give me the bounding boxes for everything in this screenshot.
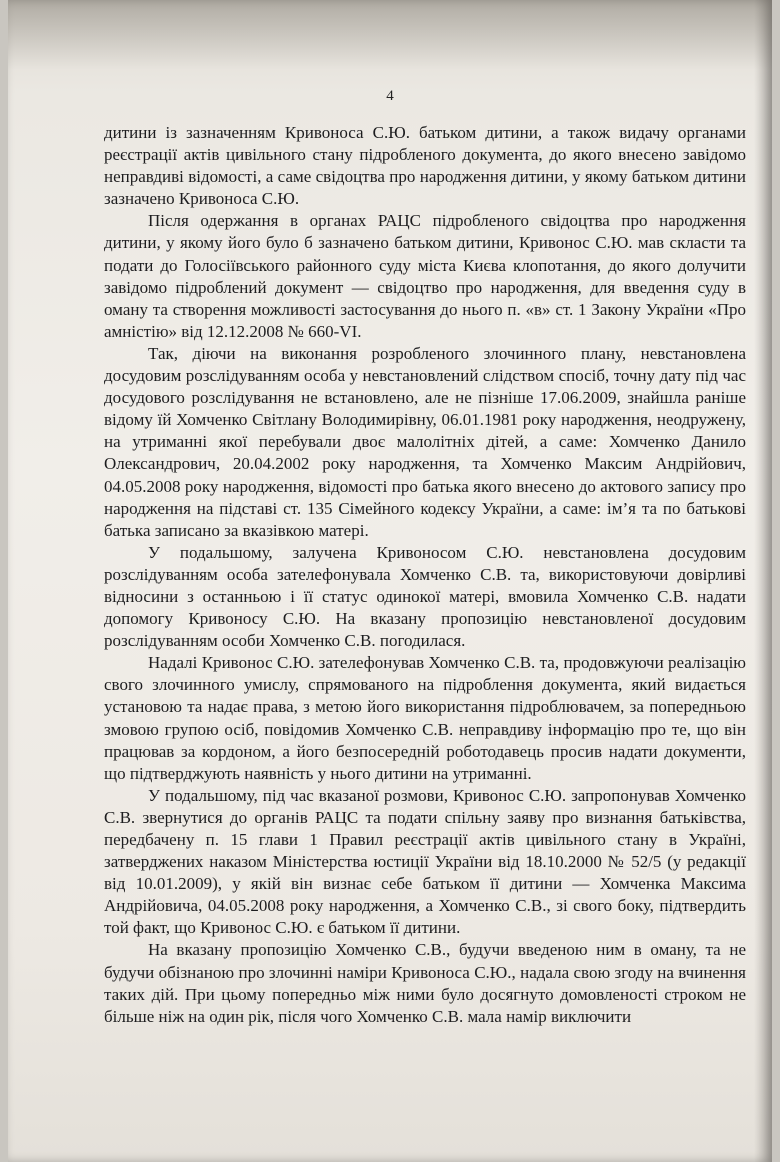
page-shadow-top — [8, 0, 772, 70]
paragraph-3: Так, діючи на виконання розробленого злочинного плану, невстановлена досудовим розслідуванням особа у невстановлений слідством спосіб, точну дату під час досудового розслідування не встановлено, але не пізніше 17.06.2009, знайшла раніше відому їй Хомченко Світлану Володимирівну, 06.01.1981 року народження, неодружену, на утриманні якої перебували двоє малолітніх дітей, а саме: Хомченко Данило Олександрович, 20.04.2002 року народження, та Хомченко Максим Андрійович, 04.05.2008 року народження, відомості про батька якого внесено до актового запису про народження на підставі ст. 135 Сімейного кодексу України, а саме: ім’я та по батькові батька записано за вказівкою матері. — [104, 343, 746, 540]
paragraph-6: У подальшому, під час вказаної розмови, Кривонос С.Ю. запропонував Хомченко С.В. звернутися до органів РАЦС та подати спільну заяву про визнання батьківства, передбачену п. 15 глави 1 Правил реєстрації актів цивільного стану в Україні, затверджених наказом Міністерства юстиції України від 18.10.2000 № 52/5 (у редакції від 10.01.2009), у якій він визнає себе батьком її дитини — Хомченка Максима Андрійовича, 04.05.2008 року народження, а Хомченко С.В., зі свого боку, підтвердить той факт, що Кривонос С.Ю. є батьком її дитини. — [104, 785, 746, 938]
page-shadow-right — [754, 0, 772, 1162]
page-number: 4 — [386, 88, 394, 104]
paragraph-7: На вказану пропозицію Хомченко С.В., будучи введеною ним в оману, та не будучи обізнаною про злочинні наміри Кривоноса С.Ю., надала свою згоду на вчинення таких дій. При цьому попередньо між ними було досягнуто домовленості строком не більше ніж на один рік, після чого Хомченко С.В. мала намір виключити — [104, 940, 746, 1026]
paragraph-1: дитини із зазначенням Кривоноса С.Ю. батьком дитини, а також видачу органами реєстрації актів цивільного стану підробленого документа, до якого внесено завідомо неправдиві відомості, а саме свідоцтва про народження дитини, у якому батьком дитини зазначено Кривоноса С.Ю. — [104, 123, 746, 209]
paragraph-5: Надалі Кривонос С.Ю. зателефонував Хомченко С.В. та, продовжуючи реалізацію свого злочинного умислу, спрямованого на підроблення документа, який видається установою та надає права, з метою його використання підроблювачем, за попередньою змовою групою осіб, повідомив Хомченко С.В. неправдиву інформацію про те, що він працював за кордоном, а його безпосередній роботодавець просив надати документи, що підтверджують наявність у нього дитини на утриманні. — [104, 653, 746, 783]
document-body — [104, 122, 746, 1028]
paragraph-2: Після одержання в органах РАЦС підробленого свідоцтва про народження дитини, у якому його було б зазначено батьком дитини, Кривонос С.Ю. мав скласти та подати до Голосіївського районного суду міста Києва клопотання, до якого долучити завідомо підроблений документ — свідоцтво про народження, для введення суду в оману та створення можливості застосування до нього п. «в» ст. 1 Закону України «Про амністію» від 12.12.2008 № 660-VI. — [104, 211, 746, 341]
paragraph-4: У подальшому, залучена Кривоносом С.Ю. невстановлена досудовим розслідуванням особа зателефонувала Хомченко С.В. та, використовуючи довірливі відносини з останньою і її статус одинокої матері, вмовила Хомченко С.В. надати допомогу Кривоносу С.Ю. На вказану пропозицію невстановленої досудовим розслідуванням особи Хомченко С.В. погодилася. — [104, 542, 746, 651]
document-page — [8, 0, 772, 1162]
